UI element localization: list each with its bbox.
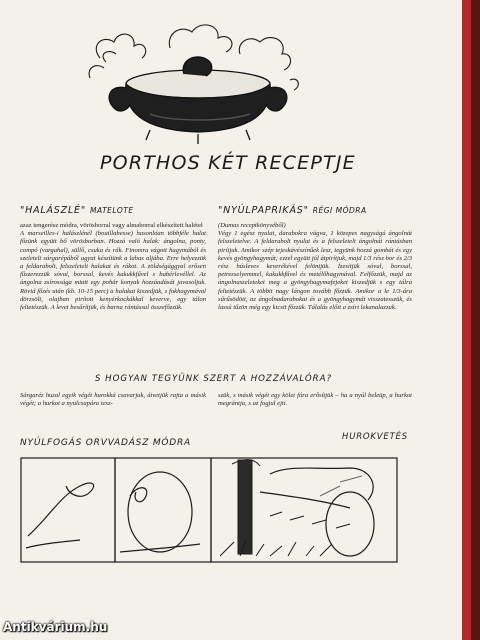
recipe-right-source: (Dumas receptkönyvéből) (218, 222, 286, 229)
recipe-right-heading (218, 205, 367, 216)
illustration-left-label: NYÚLFOGÁS ORVVADÁSZ MÓDRA (20, 438, 192, 448)
how-left-paragraph: Sárgaréz huzal egyik végét hurokká csavarjuk, átvetjük rajta a másik végét; a hurkot a nyulcsapára tesz- (20, 392, 206, 408)
recipe-right-text (218, 222, 412, 312)
cooking-pot-illustration (80, 18, 310, 148)
recipe-right-title: "NYÚLPAPRIKÁS" (218, 205, 309, 216)
recipe-left-title: "HALÁSZLÉ" (20, 205, 87, 216)
recipe-right-tag: RÉGI MÓDRA (312, 206, 367, 215)
book-spine-dark (471, 0, 480, 640)
how-right-text (218, 392, 412, 408)
recipe-left-text (20, 222, 206, 312)
recipe-right-body: Végy 1 egész nyulat, darabokra vágva, 1 közepes nagyságú ángolnát felszeletelve. A feldarabolt nyulat és a felszeletelt ángolnát rántásban pirítjuk. Amikor szép tejeskávészínűek lesz, tegyünk hozzá gombát és egy kevés gyöngyhagymát; ezzel együtt jól átpirítjuk, majd 1/3 rész bor és 2/3 rész húsleves keverékével felöntjük. Ízesítjük sóval, borssal, petrezselyemmel, kakukkfűvel és metélőhagymával. Felfőzzük, majd az ángolnaszeleteket meg a gyöngyhagymafejeket kiszedjük s egy tálra feltetézzük. A többit nagy lángon tovább főzzük. Amikor a le 1/3-ára sűrűsödött, az ángolnadarabokat és a gyöngyhagymát visszatesszük, és lassú tűzön még egy kicsit főzzük. Tálalás előtt a zsírt lekanalazzuk. (218, 230, 412, 312)
how-right-paragraph: szük, s másik végét egy kölet fára erősítjük – ha a nyúl beleüp, a hurkot megrántja, s az fogjul ejti. (218, 392, 412, 408)
recipe-left-body: A marseilles-i halászlénél (bouillabesse) hasonlóan többféle halat főzünk együtt bő vörösborban. Hozzá való halak: ángolna, ponty, compó (vargahal), süllő, csuka és rák. Finomra vágott hagymából és szeletelt sárgarépából agyat készítünk a labas aljába. Erre helyezzük a feldarabolt, felszeletelt halakat és rákot. A zöldségággyal erősen fűszerezzük sóval, borssal, kevés kakukkfűvel s babérlevéllel. Az ángolna zsírossága miatt egy pohár konyak hozzáadását javasoljuk. Rövid főzés után (kb. 10-15 perc) a halakat kiszedjük, s fokhagymával dörzsölt, olajban pirított kenyérkockákkal keverve, egy tálon feltetézzük. A levet besűrítjük, és barna rántással összefőzzük. (20, 230, 206, 312)
page-title: PORTHOS KÉT RECEPTJE (100, 152, 356, 174)
watermark: Antikvárium.hu (3, 620, 108, 634)
illustration-right-label: HUROKVETÉS (342, 432, 408, 442)
snare-illustration-panels (20, 456, 398, 564)
recipe-left-heading (20, 205, 134, 216)
recipe-left-intro: azaz tengerész módra, vörösborral vagy almaborral elkészített halétel (20, 222, 203, 229)
book-spine-red (462, 0, 471, 640)
recipe-left-tag: MATELOTE (90, 206, 134, 215)
section-subheading: S HOGYAN TEGYÜNK SZERT A HOZZÁVALÓRA? (95, 374, 333, 384)
how-left-text (20, 392, 206, 408)
